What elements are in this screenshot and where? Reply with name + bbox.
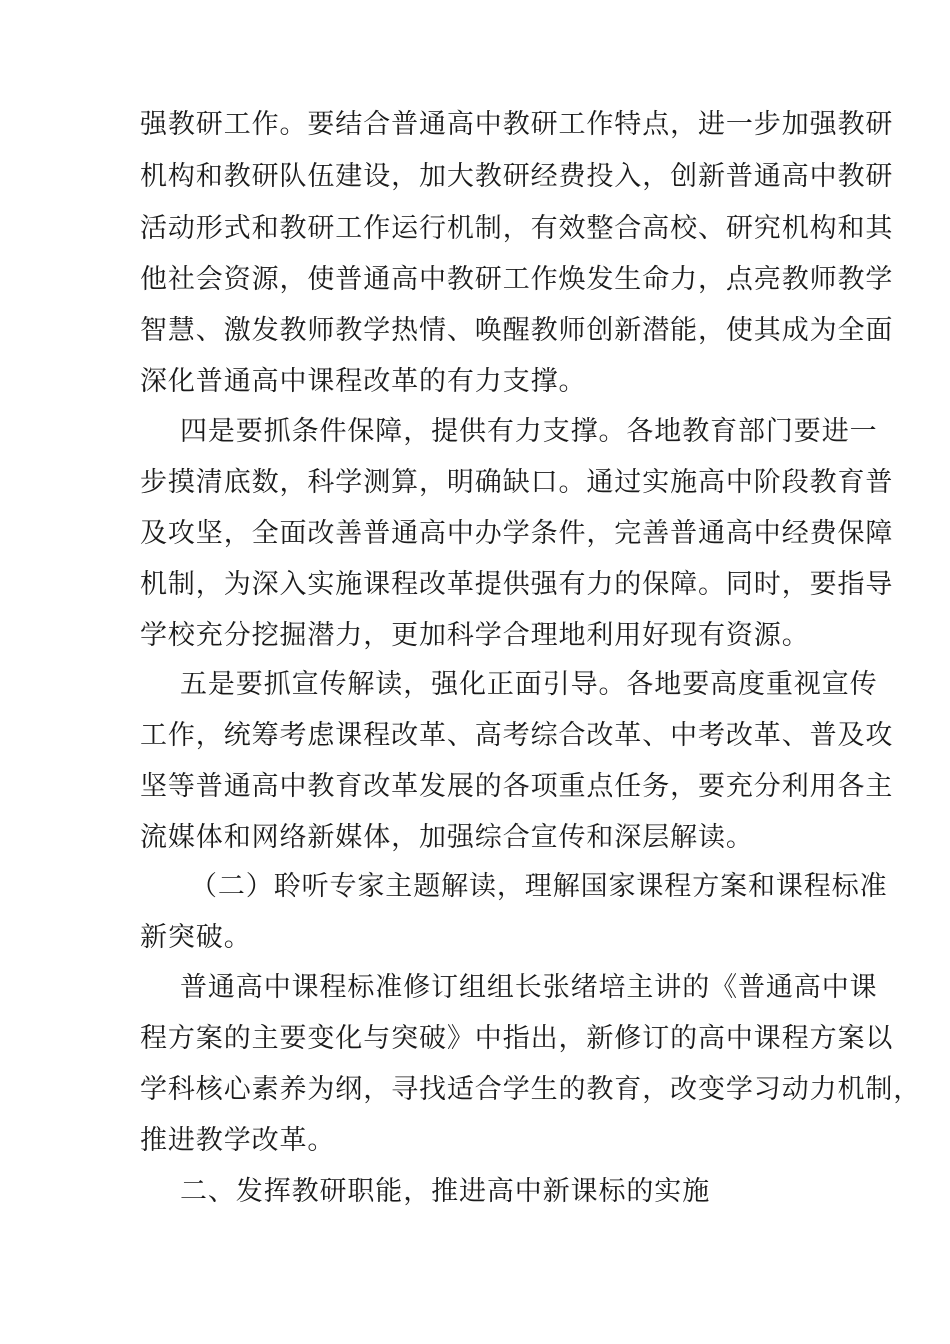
text-line: 学校充分挖掘潜力，更加科学合理地利用好现有资源。 [140, 620, 810, 651]
text-line: 及攻坚，全面改善普通高中办学条件，完善普通高中经费保障 [140, 518, 894, 549]
text-line: 新突破。 [140, 922, 252, 953]
text-line: 智慧、激发教师教学热情、唤醒教师创新潜能，使其成为全面 [140, 315, 894, 346]
paragraph-first-line: 五是要抓宣传解读，强化正面引导。各地要高度重视宣传 [180, 669, 878, 700]
text-line: 强教研工作。要结合普通高中教研工作特点，进一步加强教研 [140, 109, 894, 140]
text-line: 推进教学改革。 [140, 1125, 336, 1156]
text-line: 活动形式和教研工作运行机制，有效整合高校、研究机构和其 [140, 213, 894, 244]
text-line: 学科核心素养为纲，寻找适合学生的教育，改变学习动力机制， [140, 1074, 922, 1105]
text-line: 深化普通高中课程改革的有力支撑。 [140, 366, 587, 397]
text-line: 机制，为深入实施课程改革提供强有力的保障。同时，要指导 [140, 569, 894, 600]
text-line: 机构和教研队伍建设，加大教研经费投入，创新普通高中教研 [140, 161, 894, 192]
section-heading: （二）聆听专家主题解读，理解国家课程方案和课程标准 [190, 871, 888, 902]
text-line: 步摸清底数，科学测算，明确缺口。通过实施高中阶段教育普 [140, 467, 894, 498]
paragraph-first-line: 四是要抓条件保障，提供有力支撑。各地教育部门要进一 [180, 416, 878, 447]
paragraph-first-line: 普通高中课程标准修订组组长张绪培主讲的《普通高中课 [180, 972, 878, 1003]
text-line: 他社会资源，使普通高中教研工作焕发生命力，点亮教师教学 [140, 264, 894, 295]
text-line: 流媒体和网络新媒体，加强综合宣传和深层解读。 [140, 822, 754, 853]
section-heading: 二、发挥教研职能，推进高中新课标的实施 [180, 1176, 711, 1207]
text-line: 工作，统筹考虑课程改革、高考综合改革、中考改革、普及攻 [140, 720, 894, 751]
text-line: 坚等普通高中教育改革发展的各项重点任务，要充分利用各主 [140, 771, 894, 802]
text-line: 程方案的主要变化与突破》中指出，新修订的高中课程方案以 [140, 1023, 894, 1054]
